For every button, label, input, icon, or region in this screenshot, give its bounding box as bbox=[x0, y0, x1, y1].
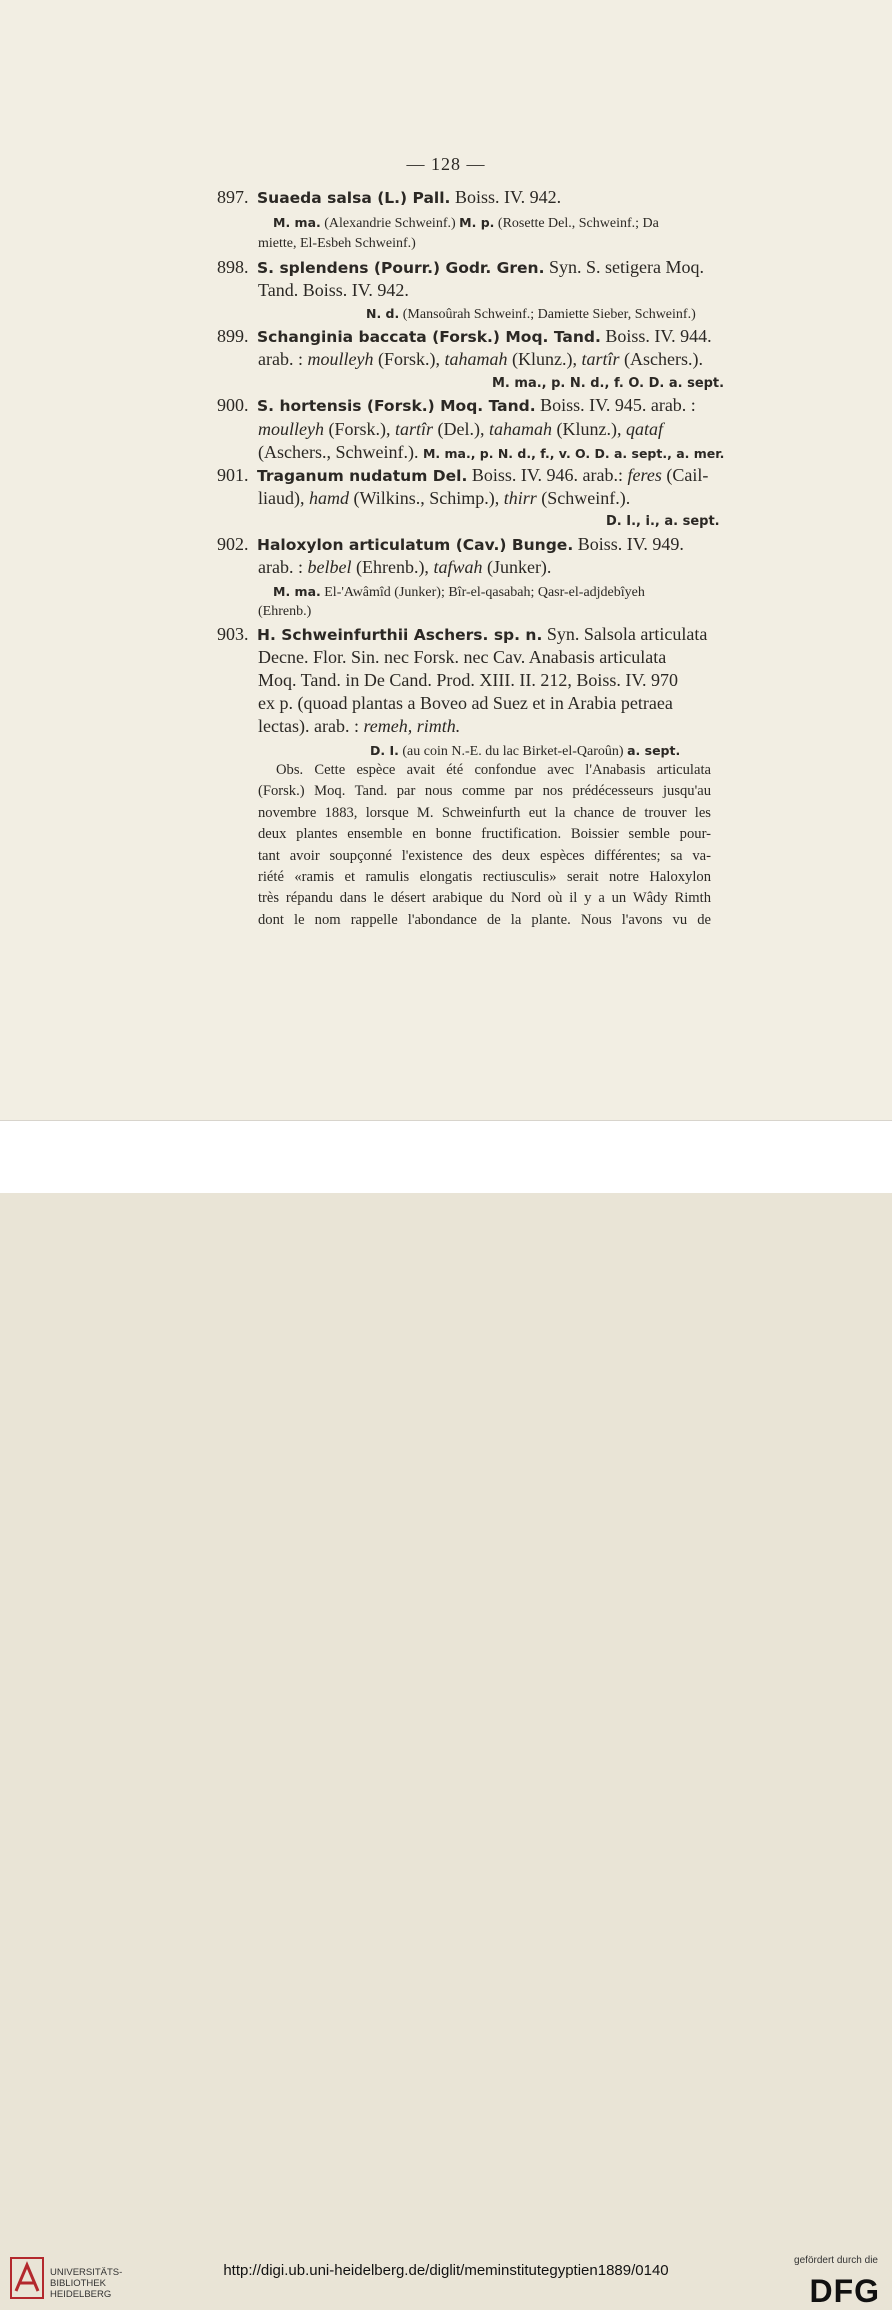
library-name-line: BIBLIOTHEK bbox=[50, 2278, 106, 2289]
species-name: Schanginia baccata (Forsk.) Moq. Tand. bbox=[257, 328, 601, 346]
entry-903-heading bbox=[217, 623, 707, 647]
paragraph-line: deux plantes ensemble en bonne fructification. Boissier semble pour- bbox=[258, 826, 711, 843]
species-name: H. Schweinfurthii Aschers. sp. n. bbox=[257, 626, 543, 644]
permalink-url[interactable]: http://digi.ub.uni-heidelberg.de/diglit/meminstitutegyptien1889/0140 bbox=[223, 2262, 669, 2279]
paragraph-line: très répandu dans le désert arabique du Nord où il y a un Wâdy Rimth bbox=[258, 890, 711, 907]
entry-number: 900. bbox=[217, 395, 249, 415]
locality-text: (Alexandrie Schweinf.) bbox=[320, 216, 460, 231]
text-run: (Cail- bbox=[661, 465, 709, 485]
text-run: arab. : bbox=[258, 349, 308, 369]
entry-897-locality-cont: miette, El-Esbeh Schweinf.) bbox=[258, 236, 416, 251]
locality-code: D. I. bbox=[370, 743, 399, 758]
entry-number: 903. bbox=[217, 624, 249, 644]
locality-code: M. p. bbox=[459, 215, 495, 230]
observation-paragraph bbox=[258, 760, 711, 931]
entry-901-vernacular bbox=[258, 487, 630, 510]
text-run: (Forsk.), bbox=[373, 349, 445, 369]
text-run: lectas). arab. : bbox=[258, 716, 364, 736]
locality-text: El-'Awâmîd (Junker); Bîr-el-qasabah; Qasr-el-adjdebîyeh bbox=[320, 585, 645, 600]
text-run: (Schweinf.). bbox=[536, 488, 631, 508]
paragraph-line: novembre 1883, lorsque M. Schweinfurth eut la chance de trouver les bbox=[258, 804, 711, 821]
locality-code: M. ma., p. N. d., f., v. O. D. a. sept., a. mer. bbox=[422, 446, 725, 461]
locality-code: M. ma. bbox=[273, 584, 321, 599]
entry-899-locality: M. ma., p. N. d., f. O. D. a. sept. bbox=[492, 376, 725, 391]
page-number: — 128 — bbox=[406, 154, 486, 174]
entry-reference: Boiss. IV. 949. bbox=[573, 534, 684, 554]
text-run: (Del.), bbox=[433, 419, 489, 439]
entry-reference: Boiss. IV. 944. bbox=[600, 326, 712, 346]
text-run: (Klunz.), bbox=[551, 419, 626, 439]
vernacular-name: moulleyh bbox=[307, 349, 374, 369]
text-run: (Ehrenb.), bbox=[351, 557, 434, 577]
entry-903-line2: Decne. Flor. Sin. nec Forsk. nec Cav. Anabasis articulata bbox=[258, 647, 667, 667]
text-run: (Wilkins., Schimp.), bbox=[349, 488, 504, 508]
entry-899-heading bbox=[217, 325, 712, 349]
entry-reference: Syn. S. setigera Moq. bbox=[544, 257, 704, 277]
vernacular-name: qataf bbox=[625, 419, 663, 439]
locality-code: a. sept. bbox=[627, 743, 681, 758]
entry-reference: Boiss. IV. 942. bbox=[450, 187, 562, 207]
text-run: (Forsk.), bbox=[323, 419, 395, 439]
entry-number: 902. bbox=[217, 534, 249, 554]
species-name: Traganum nudatum Del. bbox=[257, 467, 468, 485]
entry-902-locality bbox=[273, 580, 645, 604]
vernacular-name: hamd bbox=[309, 488, 349, 508]
species-name: Suaeda salsa (L.) Pall. bbox=[257, 189, 451, 207]
text-run: (Junker). bbox=[482, 557, 552, 577]
entry-reference: Syn. Salsola articulata bbox=[542, 624, 708, 644]
vernacular-name: thirr bbox=[503, 488, 537, 508]
entry-900-heading bbox=[217, 394, 696, 418]
vernacular-name: remeh, rimth. bbox=[363, 716, 461, 736]
text-run: (Aschers.). bbox=[619, 349, 703, 369]
paragraph-line: dont le nom rappelle l'abondance de la plante. Nous l'avons vu de bbox=[258, 911, 711, 928]
paragraph-line: Obs. Cette espèce avait été confondue avec l'Anabasis articulata bbox=[276, 762, 711, 778]
locality-code: M. ma. bbox=[273, 215, 321, 230]
entry-898-line2: Tand. Boiss. IV. 942. bbox=[258, 280, 409, 300]
text-run: (Klunz.), bbox=[507, 349, 582, 369]
entry-903-line3: Moq. Tand. in De Cand. Prod. XIII. II. 212, Boiss. IV. 970 bbox=[258, 670, 679, 690]
paragraph-line: riété «ramis et ramulis elongatis rectiusculis» serait notre Haloxylon bbox=[258, 868, 711, 885]
library-name-line: HEIDELBERG bbox=[50, 2289, 112, 2300]
entry-number: 898. bbox=[217, 257, 249, 277]
text-run: arab. : bbox=[258, 557, 308, 577]
entry-898-locality bbox=[366, 302, 696, 326]
entry-897-heading bbox=[217, 186, 561, 210]
library-name-line: UNIVERSITÄTS- bbox=[50, 2267, 123, 2278]
locality-code: N. d. bbox=[366, 306, 400, 321]
locality-text: (Rosette Del., Schweinf.; Da bbox=[494, 216, 659, 231]
entry-899-vernacular bbox=[258, 348, 703, 371]
text-run: (Aschers., Schweinf.). bbox=[258, 442, 423, 462]
entry-reference: Boiss. IV. 946. arab.: bbox=[467, 465, 628, 485]
species-name: Haloxylon articulatum (Cav.) Bunge. bbox=[257, 536, 574, 554]
entry-902-heading bbox=[217, 533, 684, 557]
entry-number: 897. bbox=[217, 187, 249, 207]
dfg-logo[interactable]: DFG bbox=[809, 2273, 880, 2309]
entry-902-locality-cont: (Ehrenb.) bbox=[258, 604, 312, 619]
viewer-footer bbox=[0, 1120, 892, 2309]
entry-901-heading bbox=[217, 464, 708, 488]
vernacular-name: belbel bbox=[307, 557, 352, 577]
entry-901-locality: D. I., i., a. sept. bbox=[606, 514, 720, 529]
species-name: S. hortensis (Forsk.) Moq. Tand. bbox=[257, 397, 536, 415]
locality-text: (au coin N.-E. du lac Birket-el-Qaroûn) bbox=[398, 744, 628, 759]
vernacular-name: moulleyh bbox=[258, 419, 324, 439]
funder-text: gefördert durch die bbox=[794, 2255, 878, 2266]
locality-text: (Mansoûrah Schweinf.; Damiette Sieber, Schweinf.) bbox=[399, 307, 696, 322]
vernacular-name: feres bbox=[627, 465, 662, 485]
vernacular-name: tafwah bbox=[433, 557, 483, 577]
vernacular-name: tahamah bbox=[488, 419, 552, 439]
vernacular-name: tartîr bbox=[581, 349, 620, 369]
entry-900-locality bbox=[258, 441, 724, 465]
paragraph-line: (Forsk.) Moq. Tand. par nous comme par nos prédécesseurs jusqu'au bbox=[258, 783, 711, 800]
entry-903-line4: ex p. (quoad plantas a Boveo ad Suez et in Arabia petraea bbox=[258, 693, 673, 713]
entry-number: 901. bbox=[217, 465, 249, 485]
vernacular-name: tahamah bbox=[444, 349, 508, 369]
entry-898-heading bbox=[217, 256, 704, 280]
text-run: liaud), bbox=[258, 488, 309, 508]
entry-903-line5 bbox=[258, 715, 460, 738]
entry-900-vernacular bbox=[258, 418, 663, 441]
species-name: S. splendens (Pourr.) Godr. Gren. bbox=[257, 259, 545, 277]
vernacular-name: tartîr bbox=[394, 419, 433, 439]
entry-number: 899. bbox=[217, 326, 249, 346]
scanned-page bbox=[0, 0, 892, 1120]
paragraph-line: tant avoir soupçonné l'existence des deux espèces différentes; sa va- bbox=[258, 847, 711, 864]
entry-902-vernacular bbox=[258, 556, 551, 579]
entry-reference: Boiss. IV. 945. arab. : bbox=[535, 395, 696, 415]
